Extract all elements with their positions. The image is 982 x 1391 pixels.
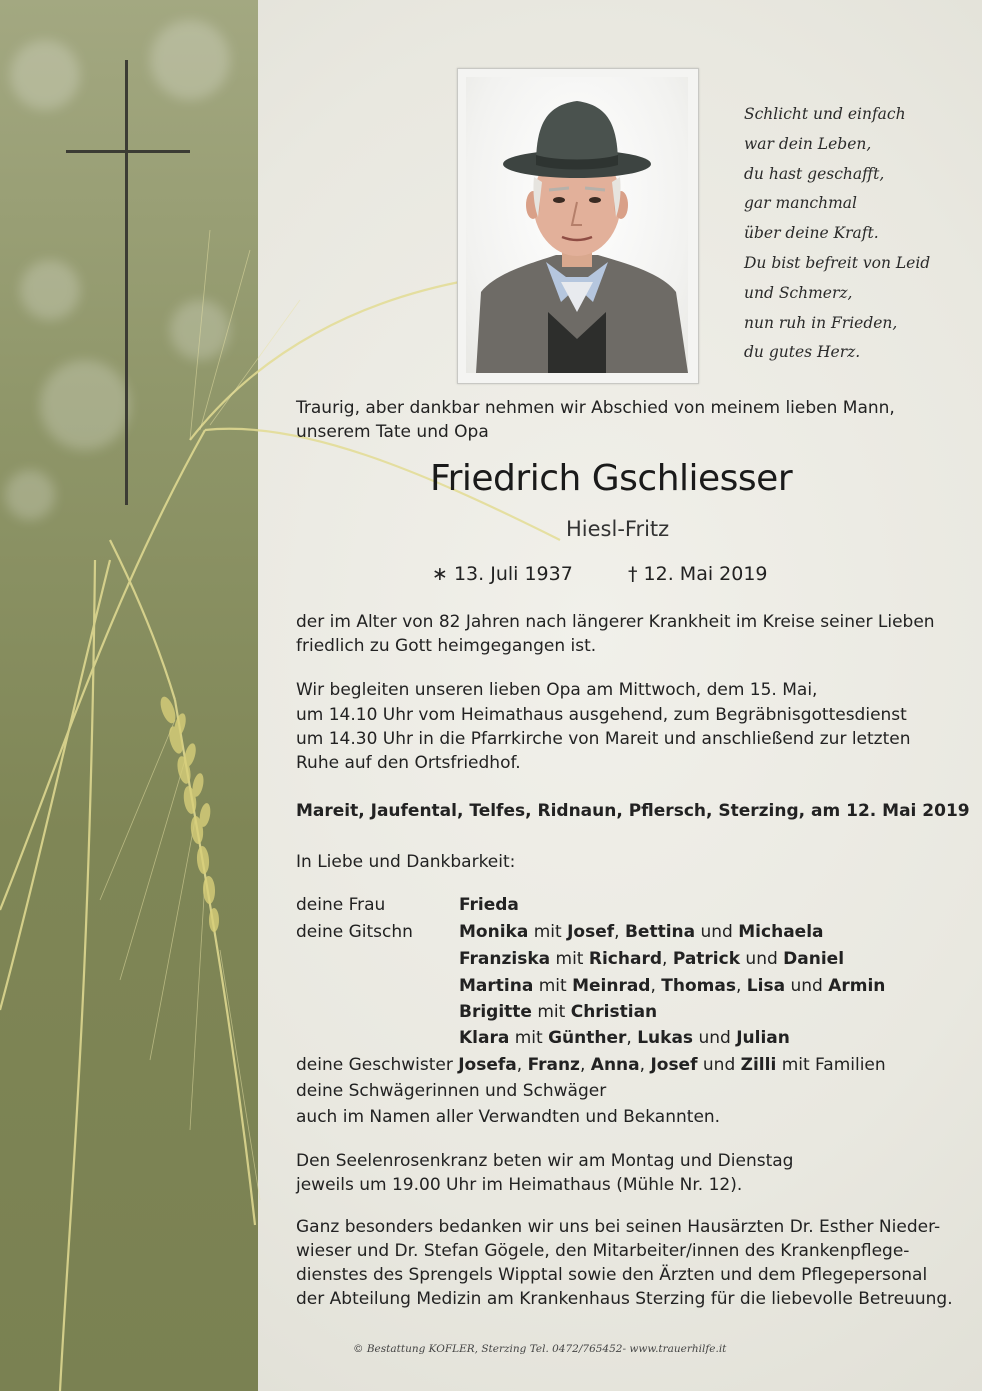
children-label: deine Gitschn xyxy=(296,922,413,942)
family-connector-text: mit xyxy=(550,949,589,969)
family-children-row xyxy=(296,999,936,1025)
wife-name: Frieda xyxy=(459,895,519,915)
birth-date: ∗ 13. Juli 1937 xyxy=(432,563,573,585)
family-member-name: Michaela xyxy=(738,922,824,942)
family-member-name: Meinrad xyxy=(572,976,651,996)
place-date: Mareit, Jaufental, Telfes, Ridnaun, Pflersch, Sterzing, am 12. Mai 2019 xyxy=(296,801,970,821)
family-connector-text: mit xyxy=(531,1002,571,1022)
funeral-line: um 14.10 Uhr vom Heimathaus ausgehend, zum Begräbnisgottesdienst xyxy=(296,705,907,725)
family-connector-text: , xyxy=(735,976,747,996)
children-line xyxy=(459,1025,790,1051)
family-member-name: Monika xyxy=(459,922,529,942)
family-connector-text: , xyxy=(579,1055,591,1075)
poem-line: Du bist befreit von Leid xyxy=(744,253,931,272)
family-children-row xyxy=(296,1025,936,1051)
family-member-name: Franziska xyxy=(459,949,551,969)
family-member-name: Lisa xyxy=(746,976,786,996)
portrait-frame xyxy=(457,68,699,384)
poem-line: du gutes Herz. xyxy=(744,343,861,362)
poem-line: du hast geschafft, xyxy=(744,164,885,183)
thanks-line: wieser und Dr. Stefan Gögele, den Mitarbeiter/innen des Krankenpflege- xyxy=(296,1241,910,1261)
thanks-line: dienstes des Sprengels Wipptal sowie den Ärzten und dem Pflegepersonal xyxy=(296,1265,928,1285)
family-member-name: Klara xyxy=(459,1028,510,1048)
poem-line: gar manchmal xyxy=(744,194,857,213)
rosary-line: jeweils um 19.00 Uhr im Heimathaus (Mühle Nr. 12). xyxy=(296,1175,743,1195)
family-wife-row xyxy=(296,892,936,918)
footer-credit: © Bestattung KOFLER, Sterzing Tel. 0472/765452- www.trauerhilfe.it xyxy=(353,1343,727,1355)
in-laws-line: deine Schwägerinnen und Schwäger xyxy=(296,1081,607,1101)
family-connector-text: mit Familien xyxy=(776,1055,886,1075)
thanks-line: Ganz besonders bedanken wir uns bei seinen Hausärzten Dr. Esther Nieder- xyxy=(296,1217,941,1237)
death-date: † 12. Mai 2019 xyxy=(628,563,768,585)
family-member-name: Josef xyxy=(650,1055,698,1075)
funeral-line: Wir begleiten unseren lieben Opa am Mittwoch, dem 15. Mai, xyxy=(296,680,818,700)
family-connector-text: deine Geschwister xyxy=(296,1055,459,1075)
family-connector-text: , xyxy=(662,949,673,969)
family-connector-text: , xyxy=(626,1028,638,1048)
family-member-name: Brigitte xyxy=(459,1002,532,1022)
funeral-line: Ruhe auf den Ortsfriedhof. xyxy=(296,753,521,773)
children-line xyxy=(459,973,885,999)
family-member-name: Richard xyxy=(588,949,662,969)
family-connector-text: und xyxy=(697,1055,741,1075)
family-member-name: Patrick xyxy=(672,949,741,969)
family-connector-text: und xyxy=(740,949,784,969)
poem-line: war dein Leben, xyxy=(744,134,872,153)
family-member-name: Josefa xyxy=(458,1055,517,1075)
family-siblings-row xyxy=(296,1052,936,1078)
thanks-line: der Abteilung Medizin am Krankenhaus Sterzing für die liebevolle Betreuung. xyxy=(296,1289,953,1309)
poem xyxy=(744,100,964,368)
family-relatives-row xyxy=(296,1104,936,1130)
family-children-row xyxy=(296,973,936,999)
family-children-row xyxy=(296,919,936,945)
family-member-name: Anna xyxy=(590,1055,640,1075)
family-connector-text: und xyxy=(693,1028,737,1048)
family-member-name: Zilli xyxy=(740,1055,777,1075)
relatives-line: auch im Namen aller Verwandten und Bekannten. xyxy=(296,1107,721,1127)
family-connector-text: , xyxy=(614,922,625,942)
rosary-line: Den Seelenrosenkranz beten wir am Montag und Dienstag xyxy=(296,1151,794,1171)
family-member-name: Christian xyxy=(570,1002,658,1022)
poem-line: und Schmerz, xyxy=(744,283,853,302)
children-line xyxy=(459,999,657,1025)
passing-line: friedlich zu Gott heimgegangen ist. xyxy=(296,636,597,656)
poem-line: Schlicht und einfach xyxy=(744,105,906,123)
family-connector-text: und xyxy=(695,922,739,942)
family-member-name: Martina xyxy=(459,976,534,996)
family-member-name: Bettina xyxy=(624,922,696,942)
family-member-name: Julian xyxy=(736,1028,790,1048)
family-member-name: Josef xyxy=(567,922,615,942)
family-connector-text: , xyxy=(650,976,662,996)
intro-line: Traurig, aber dankbar nehmen wir Abschied von meinem lieben Mann, xyxy=(296,398,895,418)
funeral-line: um 14.30 Uhr in die Pfarrkirche von Mareit und anschließend zur letzten xyxy=(296,729,911,749)
wife-label: deine Frau xyxy=(296,895,386,915)
intro-line: unserem Tate und Opa xyxy=(296,422,489,442)
family-inlaws-row xyxy=(296,1078,936,1104)
family-children-row xyxy=(296,946,936,972)
family-member-name: Günther xyxy=(548,1028,627,1048)
deceased-name: Friedrich Gschliesser xyxy=(430,458,793,499)
cross-icon-bar xyxy=(66,150,190,153)
family-member-name: Lukas xyxy=(637,1028,694,1048)
family-connector-text: , xyxy=(639,1055,651,1075)
family-member-name: Franz xyxy=(527,1055,580,1075)
family-connector-text: mit xyxy=(533,976,573,996)
love-line: In Liebe und Dankbarkeit: xyxy=(296,852,516,872)
family-connector-text: und xyxy=(785,976,829,996)
portrait-photo xyxy=(466,77,688,373)
family-connector-text: mit xyxy=(509,1028,549,1048)
cross-icon xyxy=(125,60,128,505)
children-line xyxy=(459,919,824,945)
family-connector-text: , xyxy=(516,1055,528,1075)
poem-line: nun ruh in Frieden, xyxy=(744,313,898,332)
poem-line: über deine Kraft. xyxy=(744,224,879,243)
deceased-nickname: Hiesl-Fritz xyxy=(566,517,670,541)
siblings-line xyxy=(296,1052,886,1078)
family-member-name: Daniel xyxy=(783,949,845,969)
family-member-name: Armin xyxy=(828,976,886,996)
children-line xyxy=(459,946,844,972)
family-member-name: Thomas xyxy=(661,976,736,996)
passing-line: der im Alter von 82 Jahren nach längerer Krankheit im Kreise seiner Lieben xyxy=(296,612,935,632)
family-connector-text: mit xyxy=(528,922,568,942)
